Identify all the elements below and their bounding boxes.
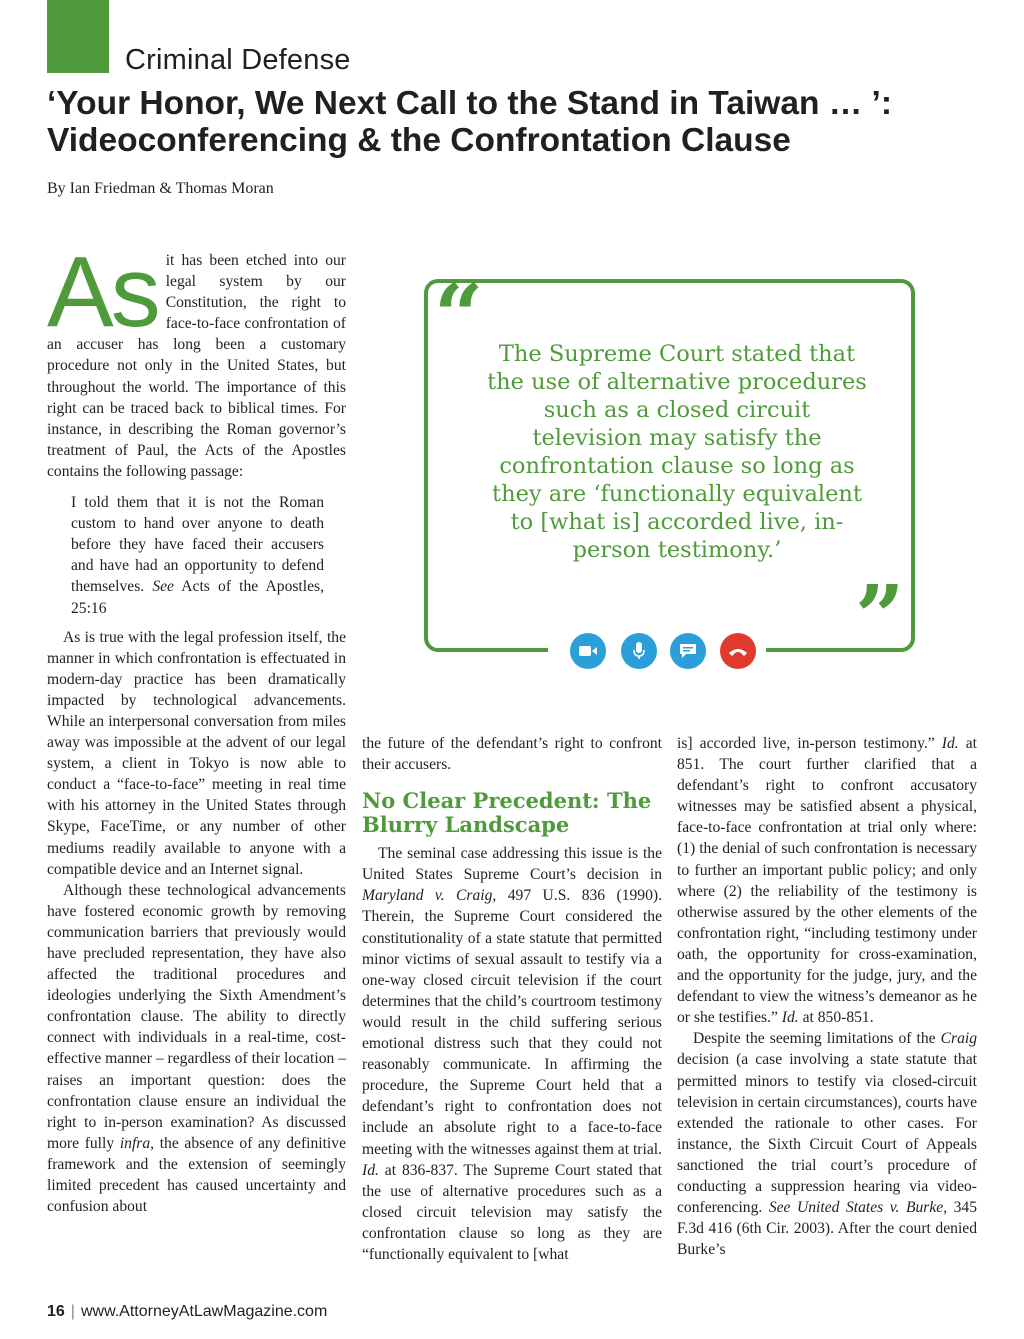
block-quote-body: I told them that it is not the Roman custom to hand over anyone to death before they have faced their accusers and have had an opportunity to defend themselves. bbox=[71, 494, 324, 596]
column-2-paragraph-2 bbox=[362, 843, 662, 1265]
section-color-block bbox=[47, 0, 109, 73]
footer-website: www.AttorneyAtLawMagazine.com bbox=[80, 1303, 328, 1320]
paragraph-3-text-a: Although these technological advancements have fostered economic growth by removing communication barriers that previously would have precluded representation, they have also affected the traditional procedures and ideologies underlying the Sixth Amendment’s confrontation clause. The ability to directly connect with individuals in a real-time, cost-effective manner – regardless of their location – raises an important question: does the confrontation clause ensure an individual the right to in-person examination? As discussed more fully bbox=[47, 881, 346, 1152]
column-3-text-e: decision (a case involving a state statute that permitted minors to testify via closed-circuit television in certain circumstances), courts have extended the rationale to other cases. For instance, the Sixth Circuit Court of Appeals sanctioned the trial court’s procedure of conducting a suppression hearing via video-conferencing. bbox=[677, 1051, 977, 1217]
intro-paragraph bbox=[47, 236, 346, 482]
id-italic-1: Id. bbox=[941, 735, 959, 752]
column-3-text-c: at 850-851. bbox=[798, 1009, 874, 1027]
close-quote-mark-icon: ” bbox=[855, 567, 905, 668]
column-2-paragraph-1: the future of the defendant’s right to confront their accusers. bbox=[362, 735, 662, 774]
citation-source: Acts of the Apostles, 25:16 bbox=[71, 578, 324, 617]
column-3-text-d: Despite the seeming limitations of the bbox=[693, 1030, 941, 1048]
column-3-text-f: , 345 F.3d 416 (6th Cir. 2003). After the court denied Burke’s bbox=[677, 1199, 978, 1259]
column-3-paragraph-1 bbox=[677, 733, 977, 1028]
burke-case-italic: See United States v. Burke bbox=[768, 1199, 944, 1217]
column-3-text-b: at 851. The court further clarified that a defendant’s right to confront accusatory witnesses may be satisfied absent a physical, face-to-face confrontation at trial only where: (1) the denial of such confrontation is necessary to further an important public policy; and only where (2) the reliability of the testimony is otherwise assured by the other elements of the confrontation right, “including testimony under oath, the opportunity for cross-examination, and the opportunity for the judge, jury, and the defendant to view the witness’s demeanor as he or she testifies.” bbox=[677, 735, 977, 1027]
citation-see: See bbox=[152, 578, 174, 596]
paragraph-2: As is true with the legal profession itself, the manner in which confrontation is effectuated in modern-day practice has been dramatically impacted by technological advancements. While an interpersonal conversation from miles away was impossible at the advent of our legal system, a client in Tokyo is now able to conduct a “face-to-face” meeting in real time with his attorney in the United States through Skype, FaceTime, or any number of other mediums readily available to anyone with a compatible device and an Internet signal. bbox=[47, 628, 346, 878]
infra-italic: infra bbox=[119, 1134, 151, 1152]
article-column-2 bbox=[362, 733, 662, 1265]
open-quote-mark-icon: “ bbox=[434, 266, 484, 367]
microphone-icon bbox=[621, 633, 657, 669]
video-camera-icon bbox=[570, 633, 606, 669]
column-2-text-b: , 497 U.S. 836 (1990). Therein, the Supreme Court considered the constitutionality of a state statute that permitted minor victims of sexual assault to testify via a one-way closed circuit television if the court determines that the child’s courtroom testimony would result in the child suffering serious emotional distress such that they could not reasonably communicate. In affirming the procedure, the Supreme Court held that a defendant’s right to confrontation does not include an absolute right to a face-to-face meeting with the witnesses against them at trial. bbox=[362, 887, 662, 1158]
page-number: 16 bbox=[47, 1303, 65, 1320]
article-column-1 bbox=[47, 236, 346, 1217]
drop-cap: As bbox=[47, 236, 158, 348]
article-column-3 bbox=[677, 733, 977, 1260]
section-label: Criminal Defense bbox=[125, 44, 351, 76]
id-italic-2: Id. bbox=[781, 1009, 799, 1027]
chat-bubble-icon bbox=[670, 633, 706, 669]
craig-italic: Craig bbox=[940, 1030, 977, 1048]
block-quote-text bbox=[71, 492, 324, 619]
column-3-paragraph-2 bbox=[677, 1028, 977, 1260]
id-italic: Id. bbox=[362, 1161, 379, 1179]
column-2-text-a: The seminal case addressing this issue is the United States Supreme Court’s decision in bbox=[362, 845, 662, 884]
case-name-italic: Maryland v. Craig bbox=[362, 887, 493, 905]
block-quote bbox=[47, 492, 346, 619]
column-3-text-a: is] accorded live, in-person testimony.” bbox=[677, 735, 942, 752]
intro-text: it has been etched into our legal system by our Constitution, the right to face-to-face confrontation of an accuser has long been a customary procedure not only in the United States, but throughout the world. The importance of this right can be traced back to biblical times. For instance, in describing the Roman governor’s treatment of Paul, the Acts of the Apostles contains the following passage: bbox=[47, 252, 346, 480]
column-2-text-c: at 836-837. The Supreme Court stated that the use of alternative procedures such as a closed circuit television may satisfy the confrontation clause so long as they are “functionally equivalent to [what bbox=[362, 1161, 662, 1263]
byline: By Ian Friedman & Thomas Moran bbox=[47, 180, 274, 197]
page-footer bbox=[47, 1303, 327, 1321]
hang-up-icon bbox=[720, 633, 756, 669]
pull-quote-text: The Supreme Court stated that the use of alternative procedures such as a closed circuit television may satisfy the confrontation clause so long as they are ‘functionally equivalent to [what is] accorded live, in-person testimony.’ bbox=[487, 341, 867, 563]
paragraph-3 bbox=[47, 880, 346, 1218]
paragraph-3-text-b: , the absence of any definitive framework and the extension of seemingly limited precedent has caused uncertainty and confusion about bbox=[47, 1134, 346, 1216]
footer-separator: | bbox=[70, 1303, 75, 1320]
article-title: ‘Your Honor, We Next Call to the Stand in Taiwan … ’: Videoconferencing & the Confrontation Clause bbox=[47, 85, 893, 159]
subheading: No Clear Precedent: The Blurry Landscape bbox=[362, 788, 652, 838]
